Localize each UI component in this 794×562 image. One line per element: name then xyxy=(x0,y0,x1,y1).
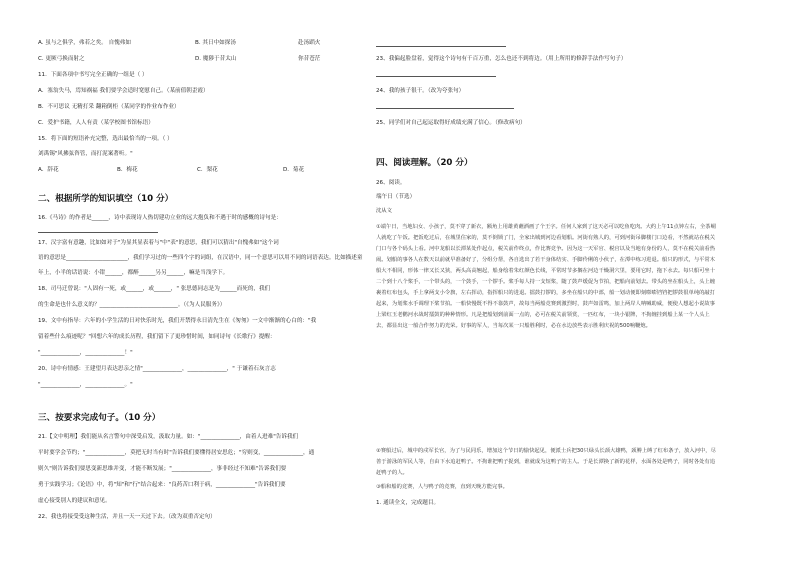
q26-line: 26、阅读。 xyxy=(376,180,406,186)
q21-line-5: 虚心接受别人的建议和意见。 xyxy=(38,498,111,504)
q10-option-a: A. 虽与之俱学，弗若之矣。 自愧弗如 xyxy=(38,40,131,46)
q21-line-2: 平时要学会节约；"______________，莫把无时当有时"告诉我们要懂得居安思危；"穷则变，______________，通 xyxy=(38,450,315,456)
q11-stem: 11．下面各项中书写完全正确的一组是（ ） xyxy=(38,72,148,78)
q17-line-2: 语的意思是______________________，我们学习过的一些四个字的词组，在汉语中，同一个意思可以用不同的词语表达。比如描述童 xyxy=(38,255,363,261)
q15-option-d: D．菊花 xyxy=(283,167,305,173)
q19-line-2: 留着些什么痕迹呢？"回想六年的成长历程，我们留下了更珍惜时间，如同诗句《长歌行》提醒： xyxy=(38,334,276,340)
q18-line-1: 18、司马迁曾说："人固有一死，或______，或______，" 张思德同志是为______而死的，我们 xyxy=(38,286,271,292)
q20-line-1: 20、诗中有情感：王建望月表达思亲之情"______________，______________，" 于谦着石灰言志 xyxy=(38,366,276,372)
q21-line-1: 21.【文中明理】我们能从名言警句中深受启发，汲取力量。如："______________，由着人进难"告诉我们 xyxy=(38,434,299,440)
passage-paragraph-2: ②赛船过后，城中的戍军长官，为了与民同乐，增加这个节日的愉快起见，便派士兵把30只绿头长颈大雄鸭，颈膊上缚了红布条子，放入河中，尽善于游泳的军民人等，自由下水追赶鸭子。不拘谁把鸭子捉到，谁就成为这鸭子的主人。于是长潭换了新的花样，水面各处是鸭子，同时各处有追赶鸭子的人。 xyxy=(376,448,716,476)
q23-line: 23、我偏起脸盘着，觉得这个诗句有千百万重，怎么也还不到将边。（用上所用的修辞手法作写句子） xyxy=(376,56,627,62)
q10-option-d: D. 魔陟于昔太山 xyxy=(195,56,237,62)
q19-line-3: "______________，______________！" xyxy=(38,350,133,356)
q21-line-3: 则久"则告诉我们要思变新思维并变，才能不断发展；"______________，事非经过不知难"告诉我们要 xyxy=(38,466,287,472)
q17-line-1: 17、汉字富有意趣，比如如对于"为显其显表着与"中"表"的意思，我们可以猜出"自愧弗如"这个词 xyxy=(38,240,279,246)
q18-line-2: 的生命是也什么意义的？____________________________。（《为人民服务》） xyxy=(38,302,226,308)
section-3-heading: 三、按要求完成句子。（10 分） xyxy=(38,413,161,423)
q20-line-2: "______________，______________。" xyxy=(38,382,133,388)
q25-line: 25、同学们对自己起运取得好成绩充满了信心。（修改病句） xyxy=(376,120,526,126)
passage-question-1: 1. 通读全文，完成题目。 xyxy=(376,500,440,506)
q15-option-b: B．梅花 xyxy=(117,167,138,173)
q10-option-d-extra: 你昔苍茫 xyxy=(298,56,321,62)
q22-line: 22、我也将接受受这种生活，并且一天一天过下去。（改为双重否定句） xyxy=(38,514,216,520)
q10-option-b: B. 其日中如探汤 xyxy=(195,40,236,46)
section-2-heading: 二、根据所学的知识填空（10 分） xyxy=(38,194,174,204)
q15-option-a: A．辞花 xyxy=(38,167,59,173)
passage-author: 沈从文 xyxy=(376,208,392,214)
q11-option-b: B．不可思议 无精打采 翻箱倒柜（某同学的作业布作业） xyxy=(38,104,180,110)
q10-option-c: C. 更厥弓换而射之 xyxy=(38,56,85,62)
q16-answer-line xyxy=(38,232,158,233)
q15-stem: 15．将下面的短语补充完整，选出最恰当的一项。（ ） xyxy=(38,136,173,142)
q10-option-b-extra: 赴汤蹈火 xyxy=(298,40,321,46)
passage-paragraph-1: ①端午日，当地妇女、小孩子，莫不穿了新衣，额角上用雄黄蘸酒画了个王字。任何人家到了这天必可以吃鱼吃肉。大约上午11点钟左右，全茶峒人就吃了午饭。把饭吃过后，在城里住家的，莫不倒锁了门，全家出城到河边看划船。河街有熟人的，可到河街吊脚楼门口边看，不然就站在税关门口与各个码头上看。河中龙船以长潭某处作起点，税关前作终点，作比赛竞争。因为这一天军官、税官以及当地有身份的人，莫不在税关前看热闹。划船的事各人在数天以前就早准备好了，分组分帮，各自选出了若干身体结实、手脚伶俐的小伙子，在潭中练习进退。船只的形式，与平常木船大不相同，形体一律又长又狭，两头高高翘起，船身绘着朱红颜色长线，平常时节多搁在河边干燥洞穴里，要用它时，拖下水去。每只船可坐十二个到十八个桨手，一个带头的，一个鼓手，一个锣手。桨手每人持一支短桨，随了鼓声缓促为节拍，把船向前划去。带头的坐在船头上，头上缠裹着红布包头，手上拿两支小令旗，左右挥动，指挥船只的进退。擂鼓打锣的，多坐在船只的中部，船一划动便即刻嘭嘭铛铛把锣鼓很单纯的敲打起来，为划桨水手调理下桨节拍。一船快慢既不得不靠鼓声，故每当两船竞赛到激烈时，鼓声如雷鸣，加上两岸人呐喊助威，便使人想起小说故事上梁红玉老鹳河水战时擂鼓的种种情形。凡是把船划到前面一点的，必可在税关前领赏，一匹红布，一块小银牌，不拘缠挂到船上某一个人头上去，都显出这一船合作努力的光荣。好事的军人，当每次某一只船胜利时，必在水边放些表示胜利庆祝的500响鞭炮。 xyxy=(376,224,716,329)
q15-line: 刘禹锡"风拂弦咨管，而打泥案著听。" xyxy=(38,151,133,157)
passage-paragraph-3: ③船和船的竞赛，人与鸭子的竞赛，直到天晚方能完事。 xyxy=(376,484,508,490)
q19-line-1: 19、文中有指导：六年的小学生活的日对快乐时光，我们开禁得永日清先生在《匆匆》一文中渐渐的心白的："我 xyxy=(38,318,317,324)
q24-line: 24、我的孩子很干。（改为夸张句） xyxy=(376,88,465,94)
q22-answer-line xyxy=(376,46,506,47)
q16-line: 16.《马诗》的作者是______，诗中表现诗人热切建功立业的远大抱负和不遇于时的感概的诗句是： xyxy=(38,215,282,221)
q17-line-3: 年上，小半的话语说：小钳______，都醉______另另______，嘛是当浅学下。 xyxy=(38,270,229,276)
q11-option-a: A．塞翁失马，焉知祸福 我们要学会适时宽慰自己。（某前值朝歪霞） xyxy=(38,88,209,94)
q15-option-c: C．梨花 xyxy=(197,167,218,173)
q23-answer-line xyxy=(376,76,496,77)
q11-option-c: C．爱护书籍，人人有责（某学校图书馆标语） xyxy=(38,120,154,126)
q24-answer-line xyxy=(376,108,514,109)
passage-title: 端午日（节选） xyxy=(376,194,416,200)
q21-line-4: 勇于实践学习；《论语》中，将"知"和"行"结合起来："良药苦口利于病，______________"告诉我们要 xyxy=(38,482,286,488)
section-4-heading: 四、阅读理解。（20 分） xyxy=(376,158,473,168)
